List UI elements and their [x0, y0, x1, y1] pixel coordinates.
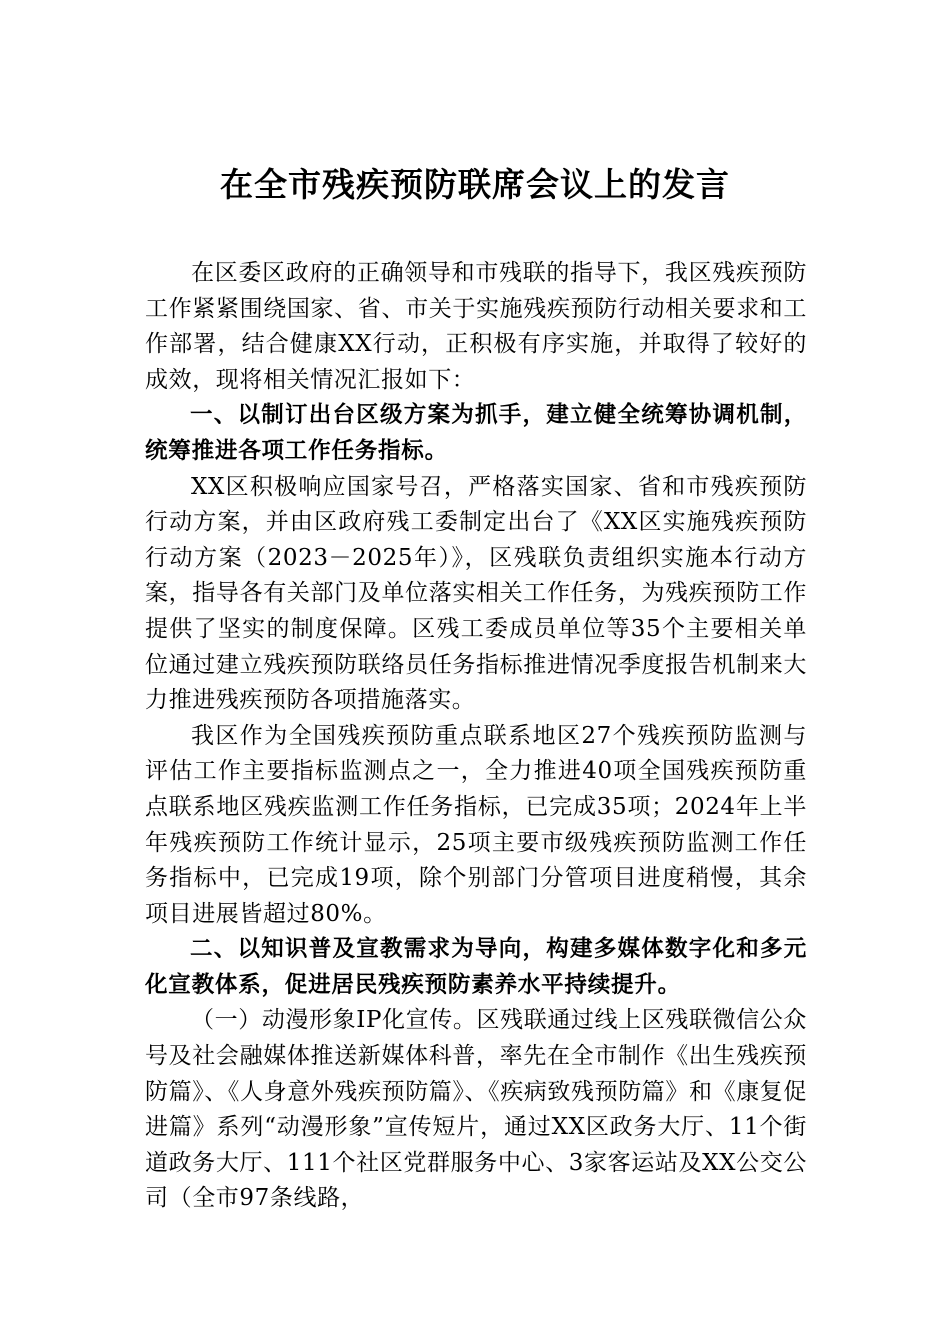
section-heading-1: 一、以制订出台区级方案为抓手，建立健全统筹协调机制，统筹推进各项工作任务指标。 [145, 402, 807, 464]
document-body [145, 256, 807, 1217]
document-title: 在全市残疾预防联席会议上的发言 [220, 165, 730, 204]
intro-paragraph: 在区委区政府的正确领导和市残联的指导下，我区残疾预防工作紧紧围绕国家、省、市关于实施残疾预防行动相关要求和工作部署，结合健康XX行动，正积极有序实施，并取得了较好的成效，现将相关情况汇报如下： [145, 260, 807, 393]
body-paragraph: XX区积极响应国家号召，严格落实国家、省和市残疾预防行动方案，并由区政府残工委制定出台了《XX区实施残疾预防行动方案（2023－2025年）》，区残联负责组织实施本行动方案，指导各有关部门及单位落实相关工作任务，为残疾预防工作提供了坚实的制度保障。区残工委成员单位等35个主要相关单位通过建立残疾预防联络员任务指标推进情况季度报告机制来大力推进残疾预防各项措施落实。 [145, 473, 807, 714]
body-paragraph: 我区作为全国残疾预防重点联系地区27个残疾预防监测与评估工作主要指标监测点之一，全力推进40项全国残疾预防重点联系地区残疾监测工作任务指标，已完成35项；2024年上半年残疾预防工作统计显示，25项主要市级残疾预防监测工作任务指标中，已完成19项，除个别部门分管项目进度稍慢，其余项目进展皆超过80%。 [145, 722, 807, 927]
body-paragraph: （一）动漫形象IP化宣传。区残联通过线上区残联微信公众号及社会融媒体推送新媒体科普，率先在全市制作《出生残疾预防篇》、《人身意外残疾预防篇》、《疾病致残预防篇》和《康复促进篇》系列“动漫形象”宣传短片，通过XX区政务大厅、11个街道政务大厅、111个社区党群服务中心、3家客运站及XX公交公司（全市97条线路， [145, 1007, 807, 1212]
section-heading-2: 二、以知识普及宣教需求为导向，构建多媒体数字化和多元化宣教体系，促进居民残疾预防素养水平持续提升。 [145, 936, 807, 998]
